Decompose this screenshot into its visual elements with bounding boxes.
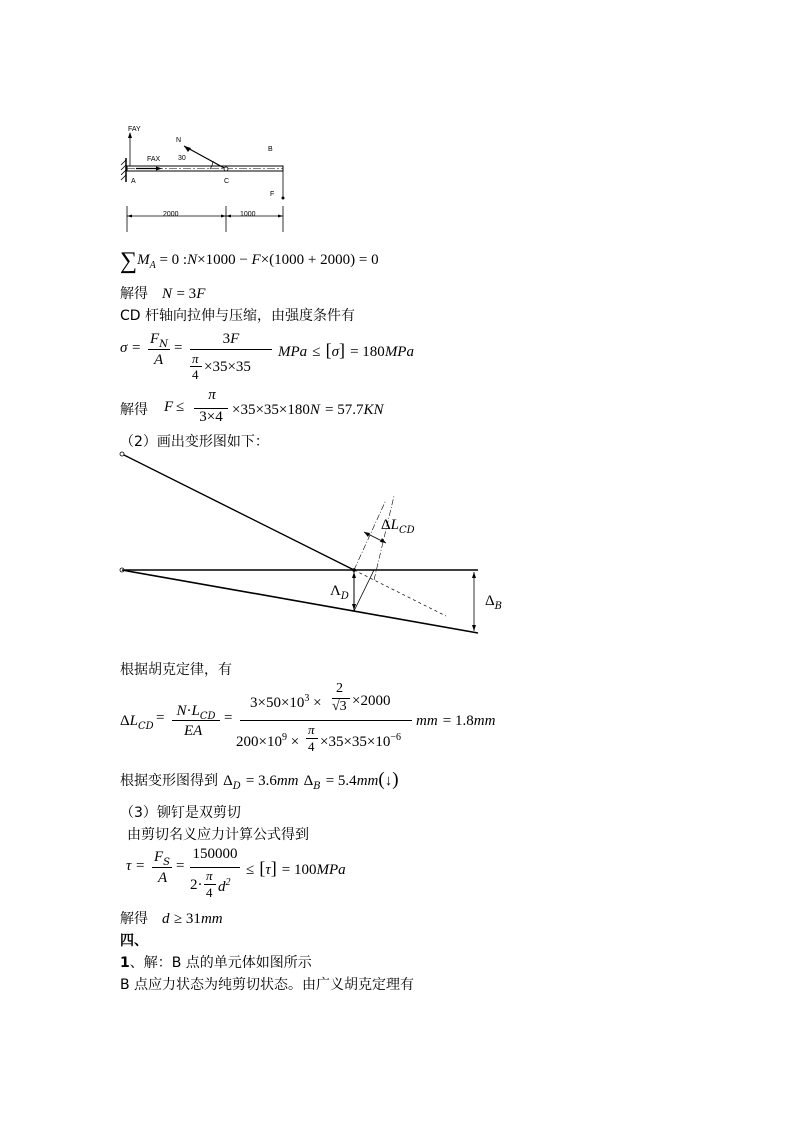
step-3: （3）铆钉是双剪切 [120,805,241,821]
text-hooke: 根据胡克定律，有 [120,662,232,678]
eq-tau: τ = $F_S$ A = 150000 2· π 4 $d^2$ ≤ [τ] = 100MPa [126,846,346,900]
section-4-heading: 四、 [120,933,148,949]
beam-deformed [122,570,478,633]
rod-extension [354,570,446,616]
question-1-text: B 点应力状态为纯剪切状态。由广义胡克定理有 [120,977,415,993]
text-cd: CD 杆轴向拉伸与压缩，由强度条件有 [120,308,356,324]
label-c: C [224,178,230,185]
beam-figure [112,118,302,236]
solve-n: 解得 N = 3F [120,286,206,302]
eq-deformation: 根据变形图得到 $\Delta_D = 3.6mm$ $\Delta_B$ = 5.4mm(↓) [120,769,399,793]
dimension-lines [127,206,283,232]
label-dim2: 1000 [240,211,256,218]
eq-moment: $\sum M_A = 0$ :N×1000 − F×(1000 + 2000) = 0 [120,248,379,274]
question-1: 1、解：B 点的单元体如图所示 [120,955,312,971]
label-fax: FAX [147,156,161,163]
pin-c [224,167,228,171]
label-lambda-d: $\Lambda_D$ [330,583,349,603]
label-b: B [268,146,273,153]
eq-delta-l: $\Delta L_{CD}$ = $N\cdot L_{CD}$ EA = $3\times 50\times 10^3$ × 2 √3 ×2000 $200\times 10^9$ × π 4 $\times 35\times 35\times 10^{-6}$ mm = 1.8mm [120,681,496,754]
step-2: （2）画出变形图如下： [120,434,269,450]
label-delta-b: $\Delta_B$ [485,593,503,613]
label-dl-cd: $\Delta L_{CD}$ [381,517,415,537]
solve-f: 解得 F ≤ π 3×4 ×35×35×180N = 57.7KN [120,387,384,425]
label-n: N [176,137,182,144]
eq-sigma: σ = $F_N$ A = 3F π 4 ×35×35 MPa ≤ [σ] = 180MPa [120,331,414,382]
label-fay: FAY [128,126,141,133]
text-shear: 由剪切名义应力计算公式得到 [127,827,309,843]
label-f: F [270,191,275,198]
rod-original [122,454,354,570]
label-dim1: 2000 [163,211,179,218]
solve-d: 解得 d ≥ 31mm [120,911,223,927]
label-angle: 30 [178,155,186,162]
deformation-figure [112,448,492,643]
label-a: A [131,178,136,185]
